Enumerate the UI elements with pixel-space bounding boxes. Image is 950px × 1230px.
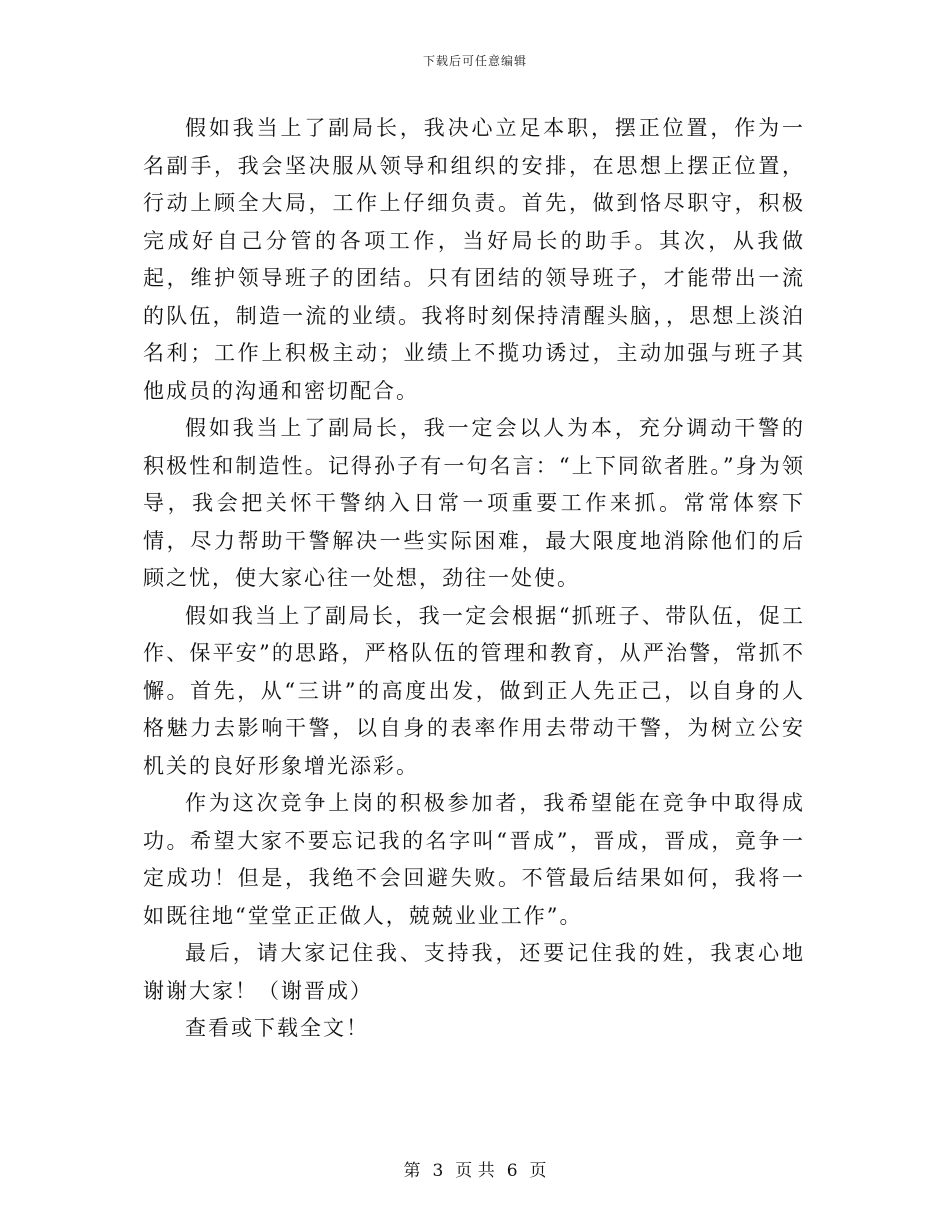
paragraph-5: 最后，请大家记住我、支持我，还要记住我的姓，我衷心地谢谢大家！（谢晋成）	[143, 941, 805, 1003]
page-label-mid: 页 共	[455, 1161, 495, 1181]
page-label-suffix: 页	[529, 1161, 547, 1181]
paragraph-2: 假如我当上了副局长，我一定会以人为本，充分调动干警的积极性和制造性。记得孙子有一句名言：“上下同欲者胜。”身为领导，我会把关怀干警纳入日常一项重要工作来抓。常常体察下情，尽力帮助干警解决一些实际困难，最大限度地消除他们的后顾之忧，使大家心往一处想，劲往一处使。	[143, 416, 805, 590]
page-label-prefix: 第	[403, 1161, 421, 1181]
total-pages-number: 6	[506, 1161, 518, 1181]
current-page-number: 3	[432, 1161, 444, 1181]
paragraph-3: 假如我当上了副局长，我一定会根据“抓班子、带队伍，促工作、保平安”的思路，严格队伍的管理和教育，从严治警，常抓不懈。首先，从“三讲”的高度出发，做到正人先正己，以自身的人格魅力去影响干警，以自身的表率作用去带动干警，为树立公安机关的良好形象增光添彩。	[143, 603, 805, 778]
header-note: 下载后可任意编辑	[422, 54, 527, 68]
paragraph-1: 假如我当上了副局长，我决心立足本职，摆正位置，作为一名副手，我会坚决服从领导和组织的安排，在思想上摆正位置，行动上顾全大局，工作上仔细负责。首先，做到恪尽职守，积极完成好自己分管的各项工作，当好局长的助手。其次，从我做起，维护领导班子的团结。只有团结的领导班子，才能带出一流的队伍，制造一流的业绩。我将时刻保持清醒头脑，，思想上淡泊名利；工作上积极主动；业绩上不揽功诱过，主动加强与班子其他成员的沟通和密切配合。	[143, 116, 805, 403]
view-download-link[interactable]: 查看或下载全文！	[185, 1016, 369, 1040]
document-body	[143, 110, 805, 1048]
paragraph-4: 作为这次竞争上岗的积极参加者，我希望能在竞争中取得成功。希望大家不要忘记我的名字叫“晋成”，晋成，晋成，竟争一定成功！但是，我绝不会回避失败。不管最后结果如何，我将一如既往地“堂堂正正做人，兢兢业业工作”。	[143, 791, 805, 928]
page-footer	[0, 1156, 950, 1181]
page-header	[0, 52, 950, 69]
